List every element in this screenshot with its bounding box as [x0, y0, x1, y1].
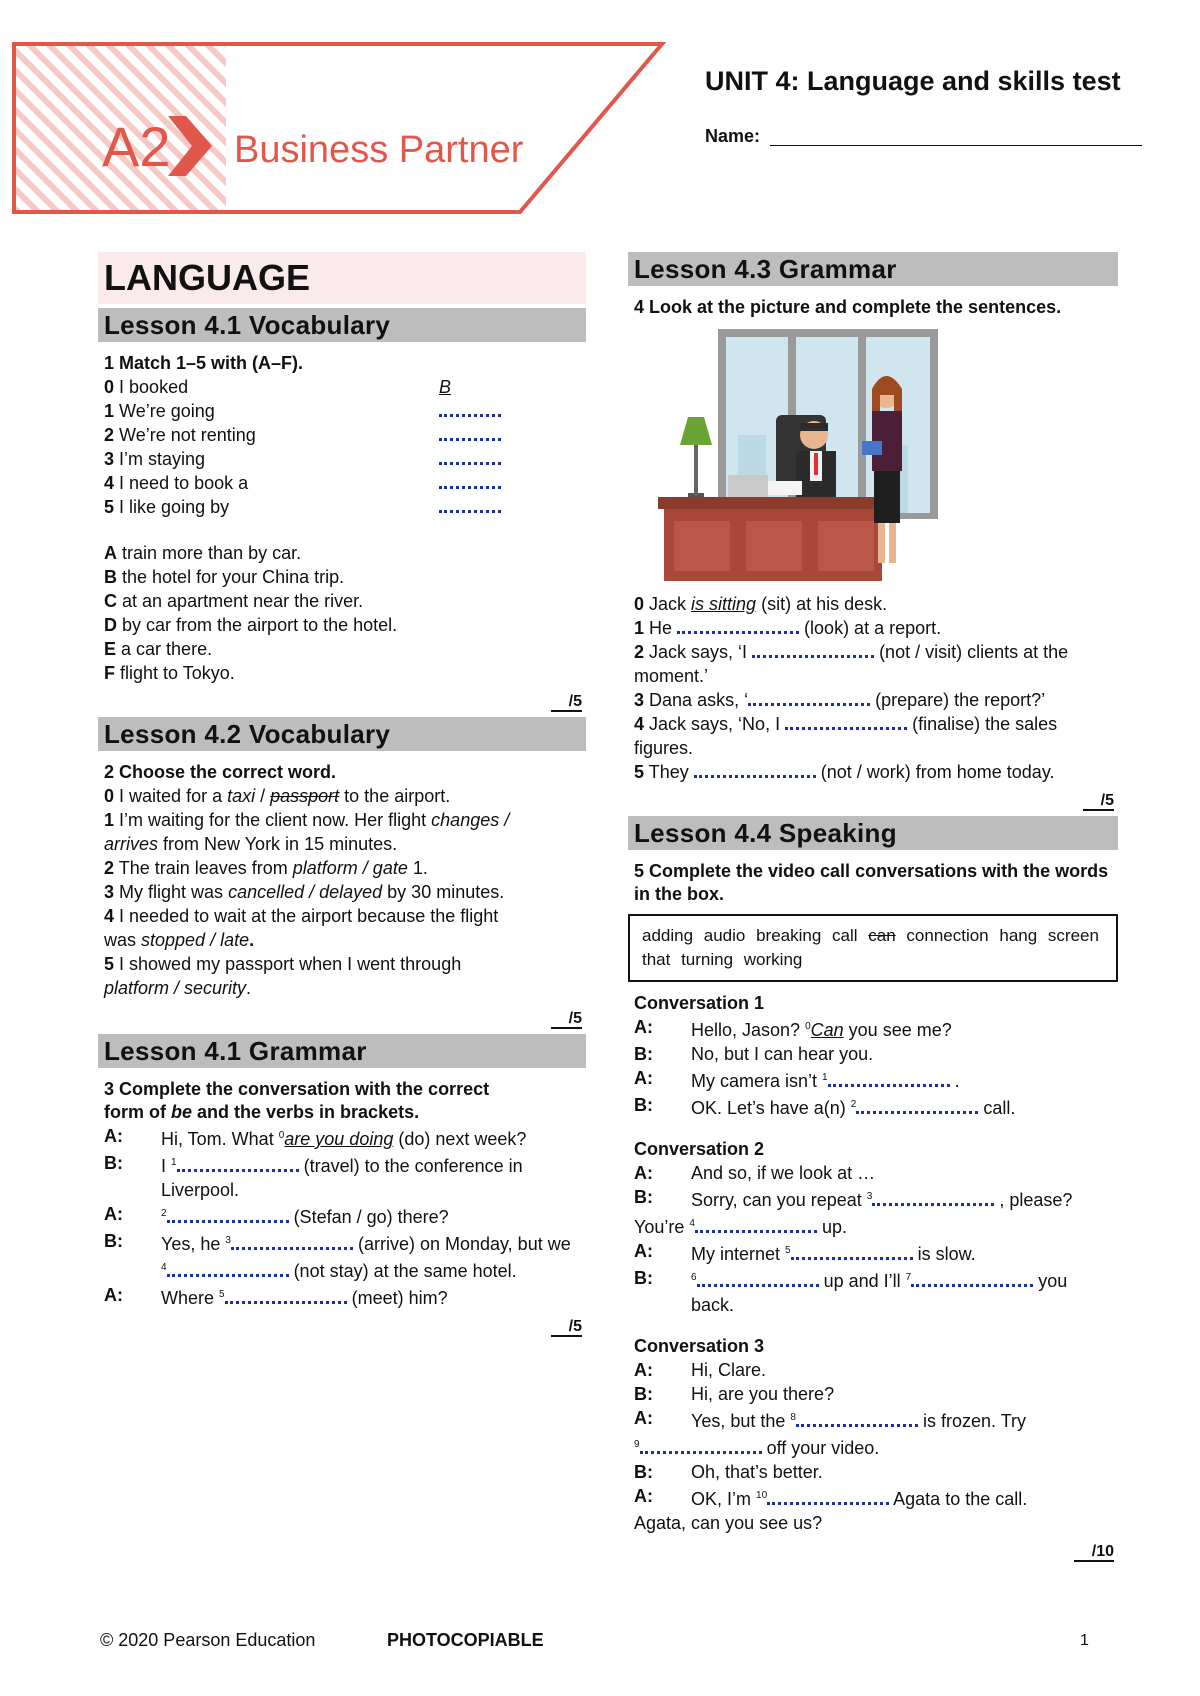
answer-blank[interactable] — [439, 400, 501, 417]
match-answer-example: B — [439, 377, 452, 397]
answer-blank[interactable] — [856, 1097, 978, 1114]
choice-option[interactable]: changes / — [431, 810, 510, 830]
match-option: B the hotel for your China trip. — [104, 567, 345, 587]
dialogue-line: B: Oh, that’s better. — [634, 1462, 823, 1482]
dialogue-line: B: I $^1$ (travel) to the conference in Liverpool. — [104, 1153, 523, 1200]
dialogue-line-cont: $^9$ off your video. — [634, 1438, 880, 1458]
match-item: 3 I’m staying — [104, 447, 580, 471]
answer-blank[interactable] — [796, 1410, 918, 1427]
section-grammar-4-1: Lesson 4.1 Grammar — [98, 1034, 586, 1068]
answer-blank[interactable] — [231, 1233, 353, 1250]
score-task-1: /5 — [98, 693, 582, 711]
dialogue-line-cont: You’re $^4$ up. — [634, 1217, 847, 1237]
section-speaking-4-4: Lesson 4.4 Speaking — [628, 816, 1118, 850]
match-item: 0 I booked B — [104, 377, 452, 397]
score-task-5: /10 — [628, 1543, 1114, 1561]
match-option: C at an apartment near the river. — [104, 591, 364, 611]
woman-folder — [862, 441, 882, 455]
answer-blank[interactable] — [828, 1070, 950, 1087]
dialogue-line: A: Hi, Tom. What $^0$are you doing (do) next week? — [104, 1126, 527, 1149]
answer-blank[interactable] — [767, 1488, 889, 1505]
choice-line: 4 I needed to wait at the airport because the flight was stopped / late. — [104, 906, 499, 950]
choice-option[interactable]: cancelled / delayed — [228, 882, 383, 902]
answer-blank[interactable] — [695, 1216, 817, 1233]
score-task-2: /5 — [98, 1010, 582, 1028]
answer-blank[interactable] — [177, 1155, 299, 1172]
match-item: 2 We’re not renting — [104, 423, 580, 447]
sentence-line: 5 They (not / work) from home today. — [634, 762, 1055, 782]
dialogue-line: A: Yes, but the $^8$ is frozen. Try — [634, 1408, 1027, 1431]
laptop — [728, 475, 768, 499]
name-field[interactable] — [770, 145, 1142, 146]
answer-blank[interactable] — [640, 1437, 762, 1454]
sentence-line: 4 Jack says, ‘No, I (finalise) the sales figures. — [634, 714, 1058, 758]
choice-line: 1 I’m waiting for the client now. Her flight changes / arrives from New York in 15 minutes. — [104, 810, 510, 854]
match-item: 5 I like going by — [104, 495, 580, 519]
choice-line: 0 I waited for a taxi / passport to the airport. — [104, 786, 451, 806]
answer-blank[interactable] — [167, 1206, 289, 1223]
task-4: 4 Look at the picture and complete the sentences. — [634, 297, 1062, 317]
match-option: F flight to Tokyo. — [104, 663, 235, 683]
conversation-2-title: Conversation 2 — [634, 1139, 765, 1159]
answer-blank[interactable] — [911, 1270, 1033, 1287]
dialogue-line: A: My internet $^5$ is slow. — [634, 1241, 976, 1264]
answer-blank[interactable] — [694, 761, 816, 778]
lamp-shade — [680, 417, 712, 445]
dialogue-line: B: Hi, are you there? — [634, 1384, 835, 1404]
dialogue-line: A: $^2$ (Stefan / go) there? — [104, 1204, 449, 1227]
match-option: D by car from the airport to the hotel. — [104, 615, 398, 635]
answer-blank[interactable] — [752, 641, 874, 658]
task-2: 2 Choose the correct word. — [104, 762, 337, 782]
section-vocab-4-2: Lesson 4.2 Vocabulary — [98, 717, 586, 751]
sentence-line: 2 Jack says, ‘I (not / visit) clients at the moment.’ — [634, 642, 1069, 686]
match-options — [98, 541, 586, 685]
answer-blank[interactable] — [439, 472, 501, 489]
dialogue-line: A: And so, if we look at … — [634, 1163, 876, 1183]
choice-line: 5 I showed my passport when I went through platform / security. — [104, 954, 462, 998]
page-number: 1 — [1080, 1632, 1089, 1649]
header-banner — [0, 0, 680, 230]
office-illustration — [628, 325, 958, 587]
dialogue-line: B: OK. Let’s have a(n) $^2$ call. — [634, 1095, 1016, 1118]
section-vocab-4-1: Lesson 4.1 Vocabulary — [98, 308, 586, 342]
choice-option[interactable]: platform / security — [104, 978, 247, 998]
logo-level: A2 — [102, 115, 171, 178]
sentence-line: 0 Jack is sitting (sit) at his desk. — [634, 594, 888, 614]
dialogue-line: A: OK, I’m $^{10}$ Agata to the call. — [634, 1486, 1028, 1509]
report-paper — [768, 481, 802, 495]
dialogue-line: A: My camera isn’t $^1$ . — [634, 1068, 960, 1091]
answer-blank[interactable] — [439, 448, 501, 465]
right-column — [628, 252, 1118, 1567]
answer-blank[interactable] — [225, 1287, 347, 1304]
dialogue-line: B: Sorry, can you repeat $^3$ , please? — [634, 1187, 1073, 1210]
dialogue-line: A: Hello, Jason? $^0$Can you see me? — [634, 1017, 952, 1040]
name-label: Name: — [705, 126, 761, 146]
footer-copyright: © 2020 Pearson Education — [100, 1630, 316, 1650]
dialogue-line: A: Where $^5$ (meet) him? — [104, 1285, 448, 1308]
unit-title: UNIT 4: Language and skills test — [705, 66, 1121, 96]
match-item: 4 I need to book a — [104, 471, 580, 495]
choice-option[interactable]: platform / gate — [292, 858, 408, 878]
score-task-3: /5 — [98, 1318, 582, 1336]
dialogue-line: B: $^6$ up and I’ll $^7$ you back. — [634, 1268, 1068, 1315]
left-column — [98, 252, 586, 1342]
dialogue-line: A: Hi, Clare. — [634, 1360, 767, 1380]
sentence-line: 1 He (look) at a report. — [634, 618, 942, 638]
answer-blank[interactable] — [872, 1189, 994, 1206]
answer-blank[interactable] — [167, 1260, 289, 1277]
logo-name: Business Partner — [234, 129, 524, 171]
task-1: 1 Match 1–5 with (A–F). — [104, 353, 304, 373]
conversation-1-title: Conversation 1 — [634, 993, 765, 1013]
task-3: 3 Complete the conversation with the correct form of be and the verbs in brackets. — [104, 1079, 490, 1122]
section-grammar-4-3: Lesson 4.3 Grammar — [628, 252, 1118, 286]
sentence-line: 3 Dana asks, ‘ (prepare) the report?’ — [634, 690, 1046, 710]
match-item: 1 We’re going — [104, 399, 580, 423]
task-5: 5 Complete the video call conversations with the words in the box. — [634, 861, 1109, 904]
dialogue-line: B: No, but I can hear you. — [634, 1044, 874, 1064]
choice-line: 3 My flight was cancelled / delayed by 30 minutes. — [104, 882, 505, 902]
choice-option[interactable]: arrives — [104, 834, 159, 854]
match-items — [98, 375, 586, 519]
match-option: A train more than by car. — [104, 543, 302, 563]
score-task-4: /5 — [628, 792, 1114, 810]
answer-blank[interactable] — [697, 1270, 819, 1287]
conversation-3-title: Conversation 3 — [634, 1336, 765, 1356]
answer-blank[interactable] — [677, 617, 799, 634]
answer-blank[interactable] — [791, 1243, 913, 1260]
choice-option[interactable]: stopped / late — [141, 930, 250, 950]
answer-blank[interactable] — [785, 713, 907, 730]
footer-photocopiable: PHOTOCOPIABLE — [387, 1630, 544, 1650]
answer-blank[interactable] — [748, 689, 870, 706]
answer-blank[interactable] — [439, 496, 501, 513]
language-title: LANGUAGE — [98, 252, 586, 304]
desk-top — [658, 497, 888, 509]
match-option: E a car there. — [104, 639, 213, 659]
answer-blank[interactable] — [439, 424, 501, 441]
dialogue-line-cont: Agata, can you see us? — [634, 1513, 823, 1533]
word-box: adding audio breaking call can connection hang screen that turning working — [628, 914, 1118, 982]
dialogue-line: B: Yes, he $^3$ (arrive) on Monday, but we $^4$ (not stay) at the same hotel. — [104, 1231, 571, 1281]
choice-line: 2 The train leaves from platform / gate 1. — [104, 858, 428, 878]
